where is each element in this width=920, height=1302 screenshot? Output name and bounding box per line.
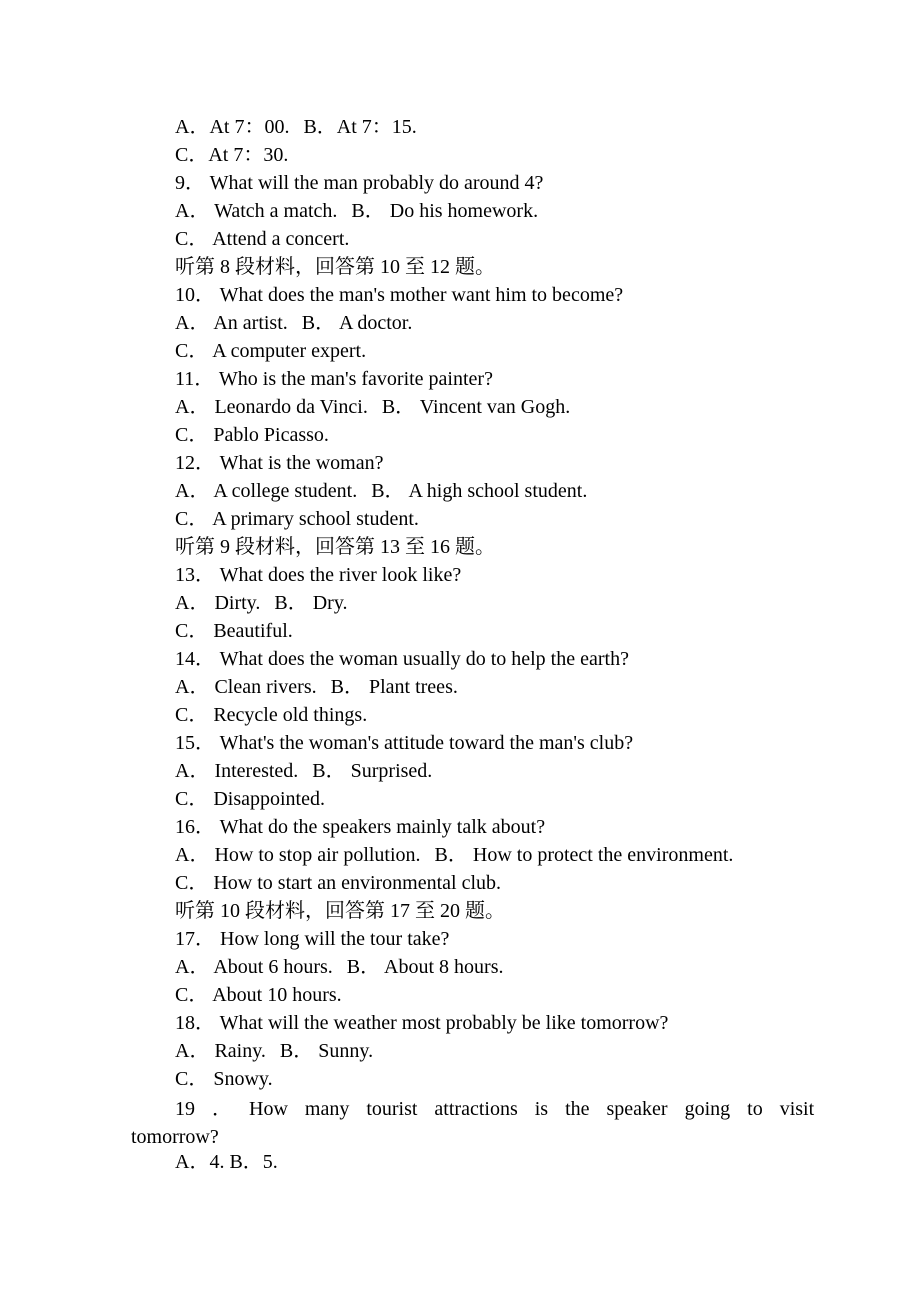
text-line: 11． Who is the man's favorite painter? — [175, 368, 493, 390]
text-line: 12． What is the woman? — [175, 452, 384, 474]
text-line: 18． What will the weather most probably be like tomorrow? — [175, 1012, 669, 1034]
option-b: B． Dry. — [274, 592, 348, 614]
option-a: A． Dirty. — [175, 592, 261, 614]
text-line: C． Snowy. — [175, 1068, 273, 1090]
answer-options-line — [175, 477, 795, 505]
option-a: A． Clean rivers. — [175, 676, 317, 698]
text-line: 听第 8 段材料，回答第 10 至 12 题。 — [175, 256, 495, 278]
option-b: B． Do his homework. — [351, 200, 539, 222]
text-line: 14． What does the woman usually do to help the earth? — [175, 648, 629, 670]
option-a: A．At 7：00. — [175, 116, 290, 138]
answer-options-line — [175, 309, 795, 337]
text-line: 15． What's the woman's attitude toward the man's club? — [175, 732, 634, 754]
option-b: B． A doctor. — [301, 312, 413, 334]
text-line: 9． What will the man probably do around 4? — [175, 172, 544, 194]
option-a: A． About 6 hours. — [175, 956, 333, 978]
option-a: A． A college student. — [175, 480, 358, 502]
option-a: A． Interested. — [175, 760, 299, 782]
text-line: C． Attend a concert. — [175, 228, 350, 250]
answer-options-line — [175, 953, 795, 981]
option-a: A． Rainy. — [175, 1040, 266, 1062]
answer-options-line — [175, 393, 795, 421]
text-line: 17． How long will the tour take? — [175, 928, 450, 950]
answer-options-line — [175, 197, 795, 225]
option-b: B． Vincent van Gogh. — [381, 396, 571, 418]
text-line: C． How to start an environmental club. — [175, 872, 502, 894]
answer-options-line — [175, 113, 795, 141]
answer-options-line — [175, 757, 795, 785]
text-line: C． Pablo Picasso. — [175, 424, 329, 446]
text-line: C． Disappointed. — [175, 788, 325, 810]
option-a: A． Watch a match. — [175, 200, 338, 222]
answer-options-line — [175, 673, 795, 701]
option-b: B． A high school student. — [371, 480, 588, 502]
question-list — [175, 113, 795, 1093]
option-b: B． Plant trees. — [330, 676, 458, 698]
text-line: C． A computer expert. — [175, 340, 367, 362]
answer-options-line — [175, 841, 795, 869]
option-b: B． Surprised. — [312, 760, 433, 782]
question-19 — [131, 1095, 815, 1151]
answer-options-line — [175, 589, 795, 617]
option-a: A． An artist. — [175, 312, 288, 334]
answer-options-line — [175, 1037, 795, 1065]
text-line: 10． What does the man's mother want him to become? — [175, 284, 624, 306]
question-19-first-line: 19 ． How many tourist attractions is the speaker going to visit — [175, 1098, 815, 1120]
option-b: B． About 8 hours. — [346, 956, 504, 978]
question-19-options: A．4. B．5. — [175, 1151, 278, 1173]
text-line: 16． What do the speakers mainly talk about? — [175, 816, 546, 838]
text-line: 13． What does the river look like? — [175, 564, 462, 586]
text-line: C． A primary school student. — [175, 508, 419, 530]
text-line: C．At 7：30. — [175, 144, 289, 166]
text-line: C． Beautiful. — [175, 620, 293, 642]
text-line: C． About 10 hours. — [175, 984, 342, 1006]
option-a: A． Leonardo da Vinci. — [175, 396, 368, 418]
text-line: 听第 10 段材料，回答第 17 至 20 题。 — [175, 900, 505, 922]
text-line: 听第 9 段材料，回答第 13 至 16 题。 — [175, 536, 495, 558]
option-b: B． Sunny. — [279, 1040, 374, 1062]
question-19-continuation: tomorrow? — [131, 1126, 219, 1148]
option-b: B． How to protect the environment. — [434, 844, 734, 866]
option-b: B．At 7：15. — [303, 116, 417, 138]
text-line: C． Recycle old things. — [175, 704, 368, 726]
option-a: A． How to stop air pollution. — [175, 844, 421, 866]
